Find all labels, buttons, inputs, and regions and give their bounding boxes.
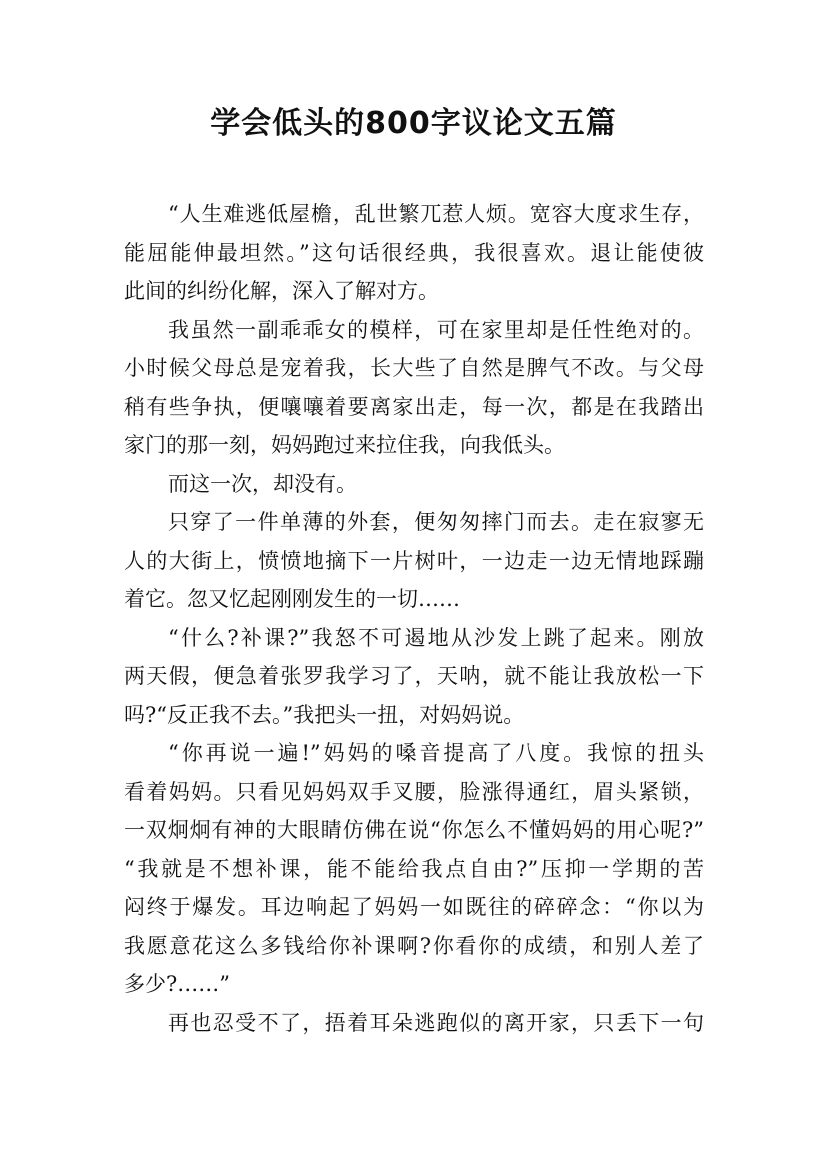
text-line: “人生难逃低屋檐，乱世繁兀惹人烦。宽容大度求生存， bbox=[168, 202, 704, 226]
text-line: 家门的那一刻，妈妈跑过来拉住我，向我低头。 bbox=[124, 433, 565, 457]
document-title: 学会低头的800字议论文五篇 bbox=[210, 106, 617, 141]
text-line: “我就是不想补课，能不能给我点自由?”压抑一学期的苦 bbox=[124, 856, 704, 881]
text-line: 再也忍受不了，捂着耳朵逃跑似的离开家，只丢下一句 bbox=[168, 1010, 704, 1035]
text-line: “什么?补课?”我怒不可遏地从沙发上跳了起来。刚放 bbox=[168, 625, 704, 650]
text-line: 小时候父母总是宠着我，长大些了自然是脾气不改。与父母 bbox=[124, 356, 704, 380]
text-line: 着它。忽又忆起刚刚发生的一切…… bbox=[124, 587, 460, 611]
text-line: 稍有些争执，便嚷嚷着要离家出走，每一次，都是在我踏出 bbox=[124, 394, 704, 419]
text-line: 吗?“反正我不去。”我把头一扭，对妈妈说。 bbox=[124, 702, 525, 727]
text-line: “你再说一遍!”妈妈的嗓音提高了八度。我惊的扭头 bbox=[168, 741, 704, 765]
text-line: 我愿意花这么多钱给你补课啊?你看你的成绩，和别人差了 bbox=[124, 933, 704, 958]
text-line: 只穿了一件单薄的外套，便匆匆摔门而去。走在寂寥无 bbox=[168, 510, 704, 534]
text-line: 我虽然一副乖乖女的模样，可在家里却是任性绝对的。 bbox=[168, 317, 704, 342]
text-line: 两天假，便急着张罗我学习了，天呐，就不能让我放松一下 bbox=[124, 664, 704, 688]
text-line: 一双炯炯有神的大眼睛仿佛在说“你怎么不懂妈妈的用心呢?” bbox=[124, 818, 704, 842]
text-line: 人的大街上，愤愤地摘下一片树叶，一边走一边无情地踩蹦 bbox=[124, 548, 704, 573]
document-body bbox=[124, 195, 704, 1042]
text-line: 此间的纠纷化解，深入了解对方。 bbox=[124, 279, 439, 303]
text-line: 闷终于爆发。耳边响起了妈妈一如既往的碎碎念：“你以为 bbox=[124, 895, 704, 919]
text-line: 多少?……” bbox=[124, 972, 230, 996]
text-line: 看着妈妈。只看见妈妈双手叉腰，脸涨得通红，眉头紧锁， bbox=[124, 779, 704, 804]
text-line: 能屈能伸最坦然。”这句话很经典，我很喜欢。退让能使彼 bbox=[124, 240, 704, 265]
text-line: 而这一次，却没有。 bbox=[168, 471, 357, 496]
